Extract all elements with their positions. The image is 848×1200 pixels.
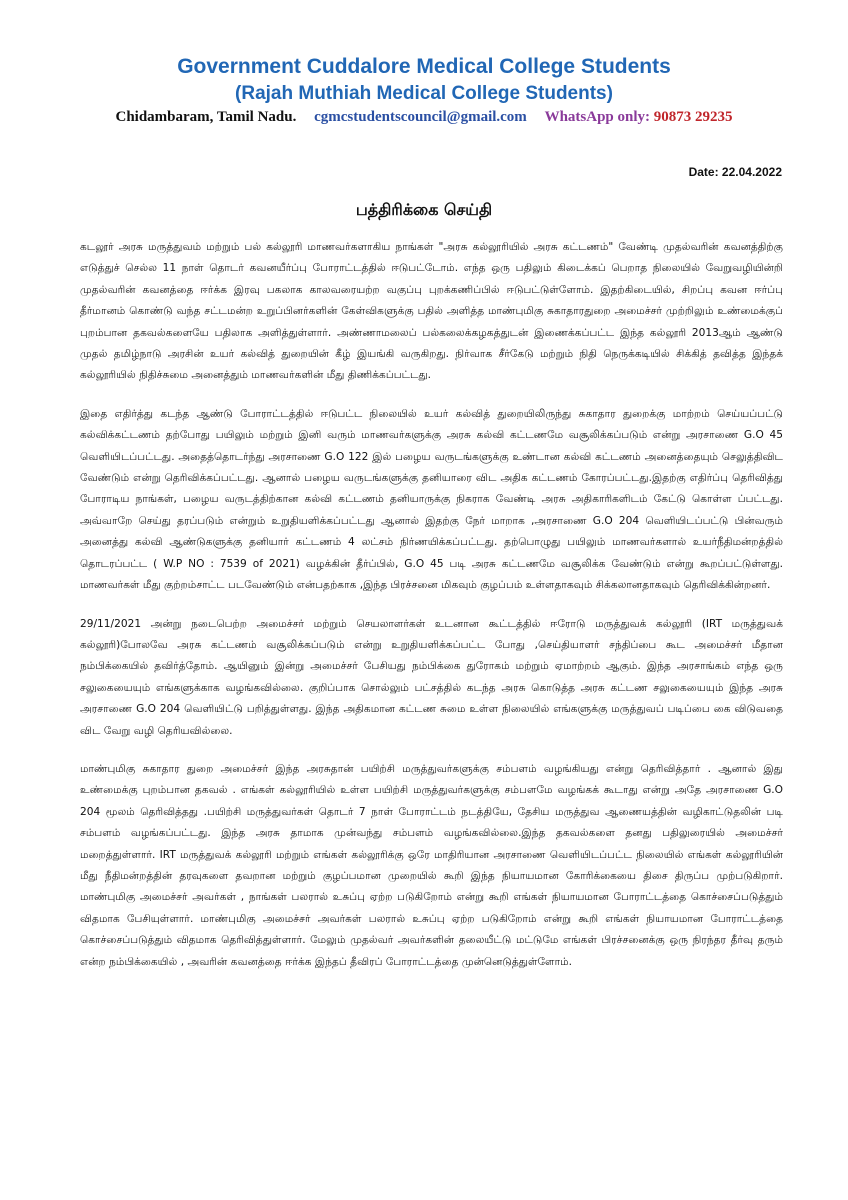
location-text: Chidambaram, Tamil Nadu. [115,109,297,125]
email-link[interactable]: cgmcstudentscouncil@gmail.com [314,109,527,125]
contact-line [0,109,848,126]
release-date: Date: 22.04.2022 [688,165,782,179]
whatsapp-label: WhatsApp only: [544,109,651,125]
document-heading: பத்திரிக்கை செய்தி [355,200,493,219]
paragraph-3: 29/11/2021 அன்று நடைபெற்ற அமைச்சர் மற்றும் செயலாளர்கள் உடனான கூட்டத்தில் ஈரோடு மருத்துவக் கல்லூரி (IRT மருத்துவக் கல்லூரி)போலவே அரசு கட்டணம் வசூலிக்கப்படும் என்று உறுதியளிக்கப்பட்ட போது ,செய்தியாளர் சந்திப்பை கூட அமைச்சர் மீதான நம்பிக்கையில் தவிர்த்தோம். ஆயினும் இன்று அமைச்சர் பேசியது நம்பிக்கை துரோகம் மற்றும் ஏமாற்றம் ஆகும். இந்த அரசாங்கம் எந்த ஒரு சலுகையையும் எங்களுக்காக வழங்கவில்லை. குறிப்பாக சொல்லும் பட்சத்தில் கடந்த அரசு கொடுத்த அரசு கட்டண சலுகையையும் இந்த அரசு அரசாணை G.O 204 வெளியிட்டு பறித்துள்ளது. இந்த அதிகமான கட்டண சுமை உள்ள நிலையில் எங்களுக்கு மருத்துவப் படிப்பை கை விடுவதை விட வேறு வழி தெரியவில்லை. [80,617,783,737]
document-body [80,237,783,990]
college-title: Government Cuddalore Medical College Students [177,55,671,78]
paragraph-1: கடலூர் அரசு மருத்துவம் மற்றும் பல் கல்லூரி மாணவர்களாகிய நாங்கள் "அரசு கல்லூரியில் அரசு கட்டணம்" வேண்டி முதல்வரின் கவனத்திற்கு எடுத்துச் செல்ல 11 நாள் தொடர் கவனயீர்ப்பு போராட்டத்தில் ஈடுபட்டோம். எந்த ஒரு பதிலும் கிடைக்கப் பெறாத நிலையில் வேறுவழியின்றி முதல்வரின் கவனத்தை ஈர்க்க இரவு பகலாக காலவரையற்ற வகுப்பு புறக்கணிப்பில் ஈடுபட்டுள்ளோம். இதற்கிடையில், சிறப்பு கவன ஈர்ப்பு தீர்மானம் கொண்டு வந்த சட்டமன்ற உறுப்பினர்களின் கேள்விகளுக்கு பதில் அளித்த மாண்புமிகு சுகாதாரதுறை அமைச்சர் முற்றிலும் உண்மைக்குப் புறம்பான தகவல்களையே பதிலாக அளித்துள்ளார். அண்ணாமலைப் பல்கலைக்கழகத்துடன் இணைக்கப்பட்ட இந்த கல்லூரி 2013ஆம் ஆண்டு முதல் தமிழ்நாடு அரசின் உயர் கல்வித் துறையின் கீழ் இயங்கி வருகிறது. நிர்வாக சீர்கேடு மற்றும் நிதி நெருக்கடியில் சிக்கித் தவித்த இந்தக் கல்லூரியில் நிதிச்சுமை அனைத்தும் மாணவர்களின் மீது திணிக்கப்பட்டது. [80,241,783,382]
paragraph-2: இதை எதிர்த்து கடந்த ஆண்டு போராட்டத்தில் ஈடுபட்ட நிலையில் உயர் கல்வித் துறையிலிருந்து சுகாதார துறைக்கு மாற்றம் செய்யப்பட்டு கல்விக்கட்டணம் தற்போது பயிலும் மற்றும் இனி வரும் மாணவர்களுக்கு அரசு கல்வி கட்டணமே வசூலிக்கப்படும் என்று அரசாணை G.O 45 வெளியிடப்பட்டது. அதைத்தொடர்ந்து அரசாணை G.O 122 இல் பழைய வருடங்களுக்கு உண்டான கல்வி கட்டணம் அனைத்தையும் செலுத்திவிட வேண்டும் என்று தெரிவிக்கப்பட்டது. ஆனால் பழைய வருடங்களுக்கு தனியாரை விட அதிக கட்டணம் கோரப்பட்டது.இதற்கு எதிர்ப்பு தெரிவித்து போராடிய நாங்கள், பழைய வருடத்திற்கான கல்வி கட்டணம் தனியாருக்கு நிகராக வேண்டி அரசு அதிகாரிகளிடம் கேட்டு கொள்ள ப்பட்டது. அவ்வாறே செய்து தரப்படும் என்றும் உறுதியளிக்கப்பட்டது ஆனால் இதற்கு நேர் மாறாக ,அரசாணை G.O 204 வெளியிடப்பட்டு பின்வரும் அனைத்து கல்வி ஆண்டுகளுக்கு தனியார் கட்டணம் 4 லட்சம் நிர்ணயிக்கப்பட்டது. தற்பொழுது பயிலும் மாணவர்களால் உயர்நீதிமன்றத்தில் தொடரப்பட்ட ( W.P NO : 7539 of 2021) வழக்கின் தீர்ப்பில், G.O 45 படி அரசு கட்டணமே வசூலிக்க வேண்டும் என்று கூறப்பட்டுள்ளது. மாணவர்கள் மீது குற்றம்சாட்ட படவேண்டும் என்பதற்காக ,இந்த பிரச்சனை மிகவும் குழப்பம் உள்ளதாகவும் சிக்கலானதாகவும் தெரிவிக்கின்றனர். [80,407,783,592]
college-subtitle: (Rajah Muthiah Medical College Students) [235,83,613,104]
paragraph-4: மாண்புமிகு சுகாதார துறை அமைச்சர் இந்த அரசுதான் பயிற்சி மருத்துவர்களுக்கு சம்பளம் வழங்கியது என்று தெரிவித்தார் . ஆனால் இது உண்மைக்கு புறம்பான தகவல் . எங்கள் கல்லூரியில் உள்ள பயிற்சி மருத்துவர்களுக்கு சம்பளமே வழங்கக் கூடாது என்று அதே அரசாணை G.O 204 மூலம் தெரிவித்தது .பயிற்சி மருத்துவர்கள் தொடர் 7 நாள் போராட்டம் நடத்தியே, தேசிய மருத்துவ ஆணையத்தின் வழிகாட்டுதலின் படி சம்பளம் வழங்கப்பட்டது. இந்த அரசு தாமாக முன்வந்து சம்பளம் வழங்கவில்லை.இந்த தகவல்களை தனது பதிலுரையில் அமைச்சர் மறைத்துள்ளார். IRT மருத்துவக் கல்லூரி மற்றும் எங்கள் கல்லூரிக்கு ஒரே மாதிரியான அரசாணை வெளியிடப்பட்ட நிலையில் எங்கள் கல்லூரியின் மீது நீதிமன்றத்தின் தரவுகளை தவறான மற்றும் குழப்பமான முறையில் கூறி இந்த நியாயமான கோரிக்கையை திசை திருப்ப முற்படுகிறார். மாண்புமிகு அமைச்சர் அவர்கள் , நாங்கள் பலரால் உசுப்பு ஏற்ற படுகிறோம் என்று கூறி எங்கள் நியாயமான போராட்டத்தை கொச்சைப்படுத்தும் விதமாக பேசியுள்ளார். மாண்புமிகு அமைச்சர் அவர்கள் பலரால் உசுப்பு ஏற்ற படுகிறோம் என்று கூறி எங்கள் நியாயமான போராட்டத்தை கொச்சைப்படுத்தும் விதமாக தெரிவித்துள்ளார். மேலும் முதல்வர் அவர்களின் தலையீட்டு மட்டுமே எங்கள் பிரச்சனைக்கு ஒரு நிரந்தர தீர்வு தரும் என்ற நம்பிக்கையில் , அவரின் கவனத்தை ஈர்க்க இந்தப் தீவிரப் போராட்டத்தை முன்னெடுத்துள்ளோம். [80,762,783,968]
whatsapp-number: 90873 29235 [653,109,733,125]
